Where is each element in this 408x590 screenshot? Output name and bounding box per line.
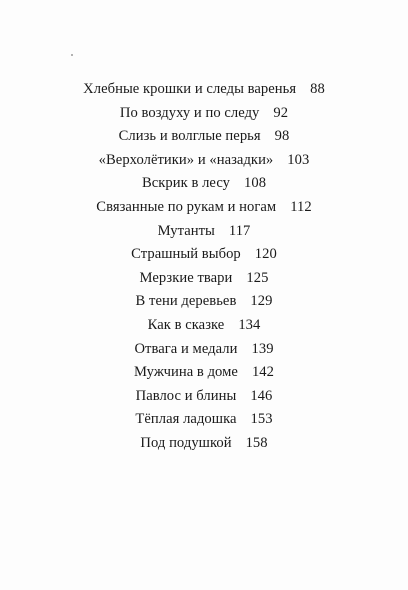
toc-entry-page: 117 xyxy=(228,222,251,239)
toc-entry xyxy=(0,243,408,267)
toc-entry-title: Хлебные крошки и следы варенья xyxy=(83,81,297,97)
toc-entry-page: 134 xyxy=(238,316,261,333)
toc-entry xyxy=(0,125,408,149)
toc-entry xyxy=(0,149,408,173)
toc-entry-title: Страшный выбор xyxy=(131,246,241,263)
toc-entry-page: 88 xyxy=(310,81,325,97)
toc-entry xyxy=(0,338,408,362)
toc-entry-page: 142 xyxy=(251,364,274,381)
toc-entry xyxy=(0,408,408,432)
toc-entry-title: Мужчина в доме xyxy=(134,364,238,381)
toc-entry xyxy=(0,361,408,385)
toc-entry xyxy=(0,172,408,196)
toc-entry-title: Мутанты xyxy=(157,222,215,239)
toc-entry xyxy=(0,78,408,102)
toc-entry-title: Вскрик в лесу xyxy=(141,175,230,192)
toc-entry-page: 120 xyxy=(254,246,277,263)
toc-entry-page: 153 xyxy=(250,411,273,428)
toc-entry-title: Как в сказке xyxy=(147,316,225,333)
toc-entry-title: Связанные по рукам и ногам xyxy=(96,198,277,215)
paper-speck xyxy=(71,54,73,56)
toc-entry-title: Мерзкие твари xyxy=(139,269,233,286)
toc-entry-title: Тёплая ладошка xyxy=(135,411,237,428)
toc-entry-title: В тени деревьев xyxy=(135,293,237,310)
toc-entry-page: 146 xyxy=(250,387,273,404)
toc-entry-title: По воздуху и по следу xyxy=(119,104,260,121)
toc-entry xyxy=(0,102,408,126)
toc-entry-title: Слизь и волглые перья xyxy=(118,128,261,145)
toc-entry-page: 103 xyxy=(287,151,310,168)
toc-entry-page: 125 xyxy=(246,269,269,286)
toc-entry-title: «Верхолётики» и «назадки» xyxy=(98,151,274,168)
toc-entry-page: 112 xyxy=(290,198,312,215)
toc-entry-title: Павлос и блины xyxy=(135,387,237,404)
toc-entry xyxy=(0,385,408,409)
toc-entry-page: 98 xyxy=(274,128,290,145)
toc-entry xyxy=(0,314,408,338)
toc-entry xyxy=(0,196,408,220)
toc-entry-page: 139 xyxy=(251,340,274,357)
table-of-contents xyxy=(0,78,408,456)
toc-entry-title: Отвага и медали xyxy=(134,340,238,357)
toc-entry xyxy=(0,220,408,244)
toc-entry-title: Под подушкой xyxy=(140,434,232,451)
toc-entry-page: 129 xyxy=(250,293,273,310)
toc-entry xyxy=(0,432,408,456)
toc-entry-page: 158 xyxy=(245,434,268,451)
toc-entry xyxy=(0,290,408,314)
toc-entry-page: 108 xyxy=(244,175,267,192)
toc-entry xyxy=(0,267,408,291)
toc-entry-page: 92 xyxy=(273,104,289,121)
